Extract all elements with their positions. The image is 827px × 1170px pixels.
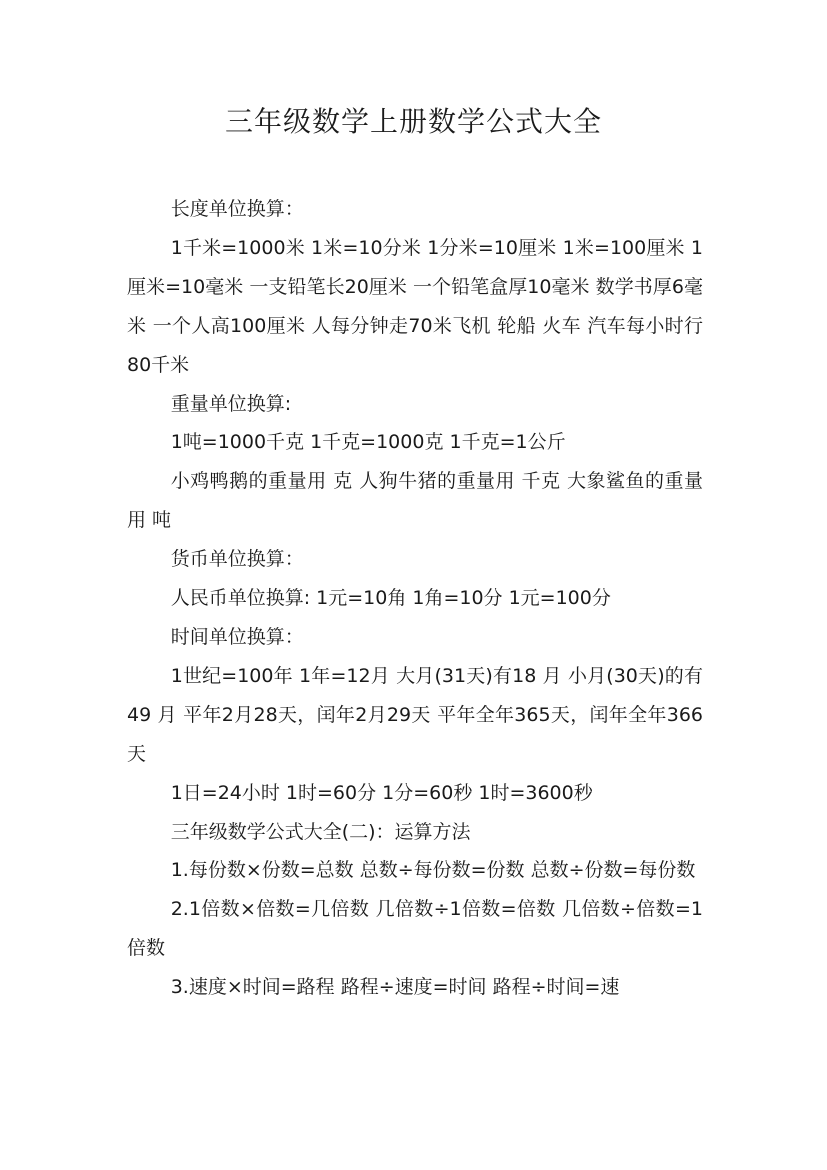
paragraph-formula-2: 2.1倍数×倍数=几倍数 几倍数÷1倍数=倍数 几倍数÷倍数=1倍数 bbox=[127, 898, 703, 960]
paragraph-time-units: 1世纪=100年 1年=12月 大月(31天)有18 月 小月(30天)的有49 月 平年2月28天，闰年2月29天 平年全年365天，闰年全年366天 bbox=[127, 664, 703, 765]
paragraph-formula-1: 1.每份数×份数=总数 总数÷每份数=份数 总数÷份数=每份数 bbox=[170, 859, 696, 882]
paragraph-currency-units: 人民币单位换算: 1元=10角 1角=10分 1元=100分 bbox=[170, 587, 611, 610]
document-title: 三年级数学上册数学公式大全 bbox=[224, 105, 602, 138]
document-body bbox=[127, 190, 703, 1007]
paragraph-weight-usage: 小鸡鸭鹅的重量用 克 人狗牛猪的重量用 千克 大象鲨鱼的重量用 吨 bbox=[127, 470, 703, 532]
paragraph-time-conversions: 1日=24小时 1时=60分 1分=60秒 1时=3600秒 bbox=[170, 781, 593, 804]
section-heading-length: 长度单位换算： bbox=[170, 198, 304, 220]
section-heading-weight: 重量单位换算: bbox=[170, 392, 292, 415]
section-heading-operations: 三年级数学公式大全(二)：运算方法 bbox=[170, 820, 471, 843]
paragraph-weight-units: 1吨=1000千克 1千克=1000克 1千克=1公斤 bbox=[170, 431, 566, 454]
paragraph-length-units: 1千米=1000米 1米=10分米 1分米=10厘米 1米=100厘米 1 厘米=10毫米 一支铅笔长20厘米 一个铅笔盒厚10毫米 数学书厚6毫米 一个人高100厘米 人每分钟走70米飞机 轮船 火车 汽车每小时行80千米 bbox=[127, 236, 703, 376]
paragraph-formula-3: 3.速度×时间=路程 路程÷速度=时间 路程÷时间=速 bbox=[170, 976, 620, 999]
section-heading-currency: 货币单位换算： bbox=[170, 548, 304, 571]
section-heading-time: 时间单位换算： bbox=[170, 625, 304, 648]
